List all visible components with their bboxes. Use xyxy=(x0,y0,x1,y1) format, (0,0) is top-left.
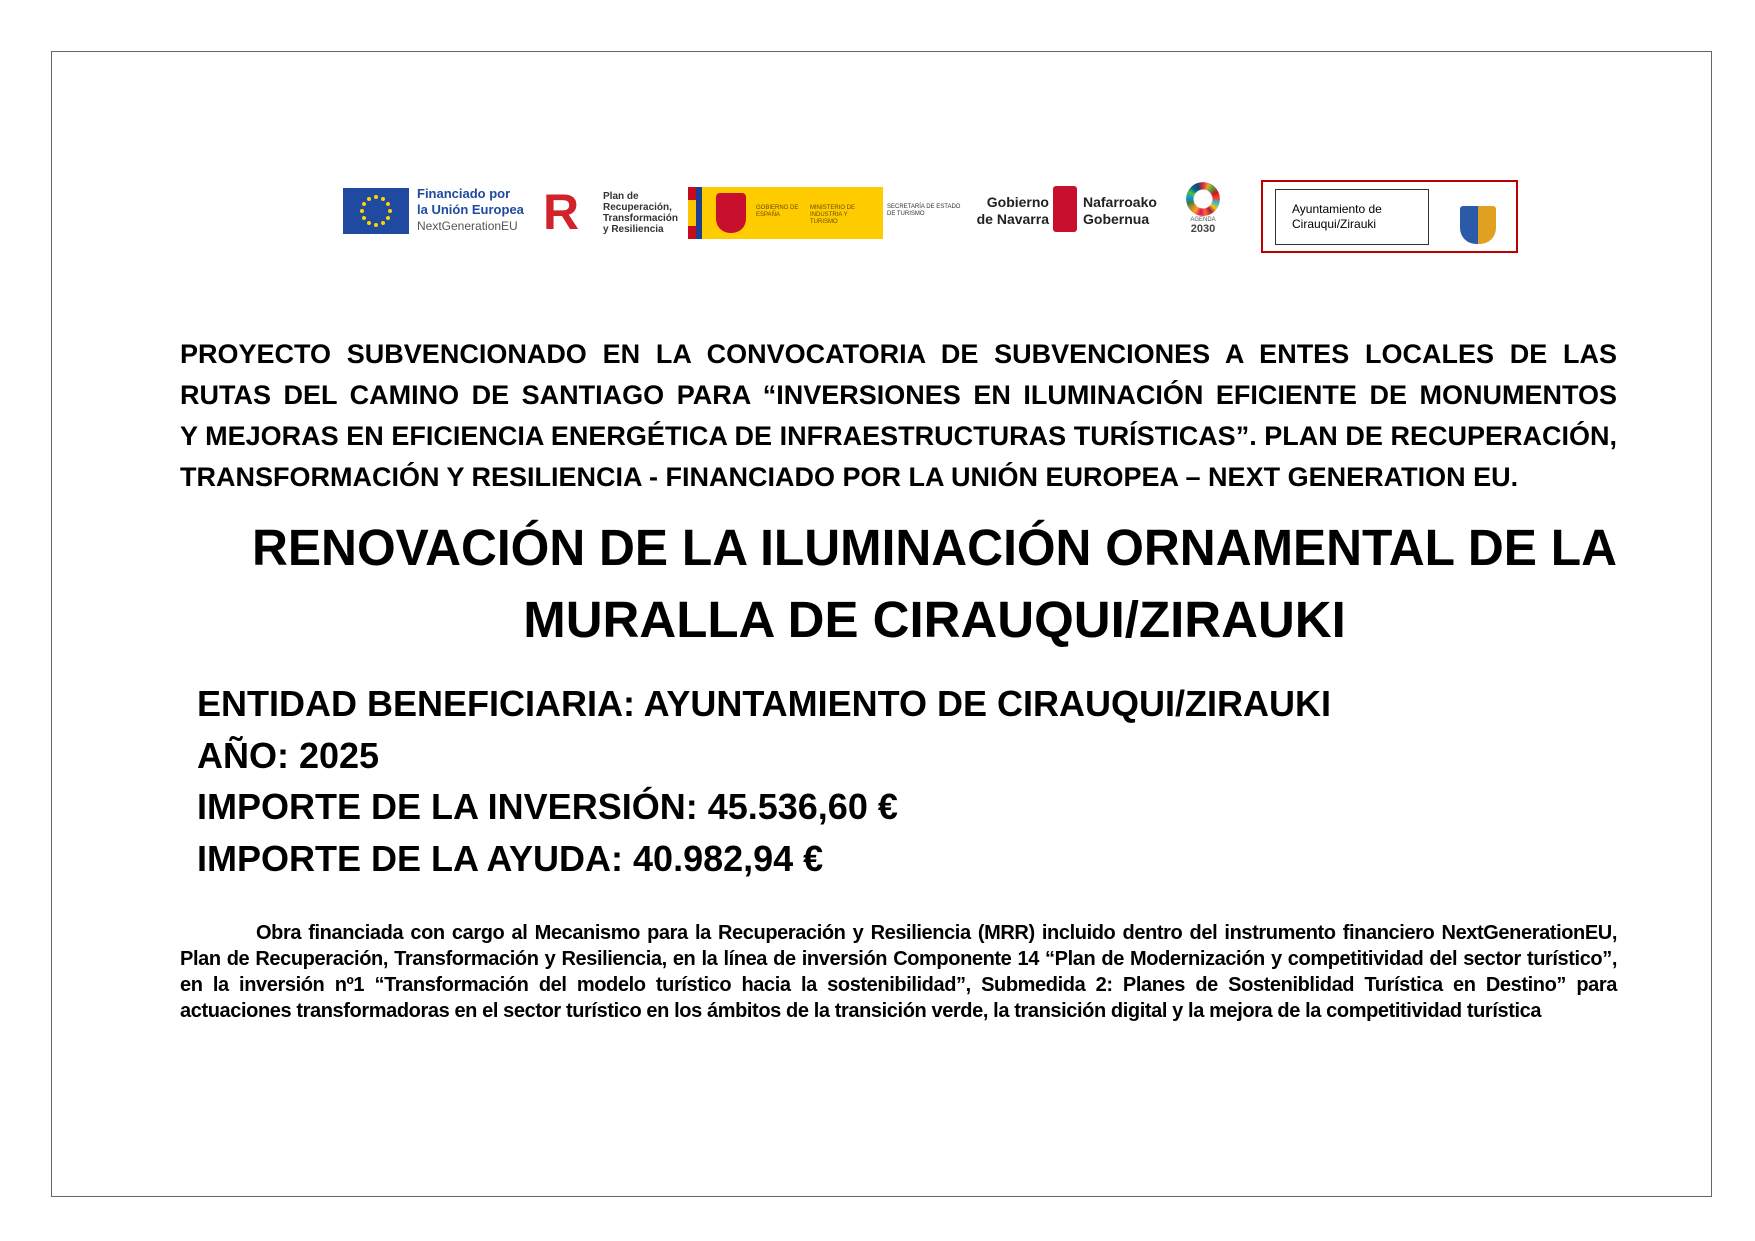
year: AÑO: 2025 xyxy=(197,734,380,776)
eu-text-1: Financiado por xyxy=(417,186,511,201)
intro-line: TRANSFORMACIÓN Y RESILIENCIA - FINANCIADO POR LA UNIÓN EUROPEA – NEXT GENERATION EU. xyxy=(180,462,1519,492)
eu-text-2: la Unión Europea xyxy=(417,202,524,217)
navarra-shield-icon xyxy=(1053,186,1077,232)
flag-stripe xyxy=(696,187,702,239)
eu-star-icon xyxy=(367,221,371,225)
beneficiary: ENTIDAD BENEFICIARIA: AYUNTAMIENTO DE CIRAUQUI/ZIRAUKI xyxy=(197,683,1332,724)
ayuntamiento-text-2: Cirauqui/Zirauki xyxy=(1292,217,1377,231)
navarra-es-1: Gobierno xyxy=(986,194,1049,210)
secretaria-turismo-text: SECRETARÍA DE ESTADO DE TURISMO xyxy=(887,204,961,217)
spain-flag-icon xyxy=(688,187,696,239)
investment-amount: IMPORTE DE LA INVERSIÓN: 45.536,60 € xyxy=(197,786,898,827)
prtr-text-3: Transformación xyxy=(603,213,679,224)
navarra-eu-2: Gobernua xyxy=(1083,211,1150,227)
prtr-logo-icon: R xyxy=(543,184,580,240)
eu-star-icon xyxy=(388,209,392,213)
agenda-word: AGENDA xyxy=(1190,217,1216,223)
eu-text-3: NextGenerationEU xyxy=(417,219,518,233)
ayuntamiento-name-box xyxy=(1275,189,1429,245)
navarra-logo-es xyxy=(965,194,1049,228)
title-line: RENOVACIÓN DE LA ILUMINACIÓN ORNAMENTAL DE LA xyxy=(252,519,1617,576)
eu-star-icon xyxy=(362,216,366,220)
intro-line: RUTAS DEL CAMINO DE SANTIAGO PARA “INVERSIONES EN ILUMINACIÓN EFICIENTE DE MONUMENTOS xyxy=(180,380,1617,410)
eu-star-icon xyxy=(374,195,378,199)
main-content xyxy=(180,334,1617,1024)
project-title xyxy=(180,512,1617,656)
prtr-text-2: Recuperación, xyxy=(603,202,672,213)
ayuntamiento-logo-box xyxy=(1261,180,1518,253)
navarra-eu-1: Nafarroako xyxy=(1083,194,1157,210)
intro-line: PROYECTO SUBVENCIONADO EN LA CONVOCATORIA DE SUBVENCIONES A ENTES LOCALES DE LAS xyxy=(180,339,1617,369)
eu-star-icon xyxy=(362,202,366,206)
agenda-2030-logo xyxy=(1183,182,1223,242)
sdg-wheel-icon xyxy=(1186,182,1220,216)
eu-star-icon xyxy=(374,223,378,227)
ministerio-text: MINISTERIO DE INDUSTRIA Y TURISMO xyxy=(810,205,856,225)
eu-flag-icon xyxy=(343,188,409,234)
agenda-year: 2030 xyxy=(1190,223,1216,235)
navarra-logo-eu xyxy=(1083,194,1175,228)
project-facts xyxy=(197,678,1617,884)
eu-star-icon xyxy=(367,197,371,201)
eu-star-icon xyxy=(386,202,390,206)
intro-line: Y MEJORAS EN EFICIENCIA ENERGÉTICA DE INFRAESTRUCTURAS TURÍSTICAS”. PLAN DE RECUPERACIÓN, xyxy=(180,421,1617,451)
prtr-text-4: y Resiliencia xyxy=(603,224,664,235)
project-description xyxy=(180,334,1617,498)
eu-star-icon xyxy=(360,209,364,213)
gobierno-text: GOBIERNO DE ESPAÑA xyxy=(756,205,799,218)
eu-funding-logo xyxy=(417,186,535,234)
spain-coat-of-arms-icon xyxy=(716,193,746,233)
aid-amount: IMPORTE DE LA AYUDA: 40.982,94 € xyxy=(197,837,824,879)
eu-star-icon xyxy=(386,216,390,220)
logo-strip xyxy=(343,182,1523,252)
gobierno-espana-logo xyxy=(688,187,883,239)
ayuntamiento-text-1: Ayuntamiento de xyxy=(1292,202,1382,216)
eu-star-icon xyxy=(381,221,385,225)
funding-note: Obra financiada con cargo al Mecanismo para la Recuperación y Resiliencia (MRR) incluido dentro del instrumento financiero NextGenerationEU, Plan de Recuperación, Transformación y Resiliencia, en la línea de inversión Componente 14 “Plan de Modernización y competitividad del sector turístico”, en la inversión nº1 “Transformación del modelo turístico hacia la sostenibilidad”, Submedida 2: Planes de Sosteniblidad Turística en Destino” para actuaciones transformadoras en el sector turístico en los ámbitos de la transición verde, la transición digital y la mejora de la competitividad turística xyxy=(180,922,1617,1022)
title-line: MURALLA DE CIRAUQUI/ZIRAUKI xyxy=(523,591,1346,648)
eu-star-icon xyxy=(381,197,385,201)
prtr-text-1: Plan de xyxy=(603,191,639,202)
prtr-logo-text xyxy=(603,191,683,235)
cirauqui-coat-of-arms-icon xyxy=(1460,206,1496,244)
navarra-es-2: de Navarra xyxy=(976,211,1049,227)
